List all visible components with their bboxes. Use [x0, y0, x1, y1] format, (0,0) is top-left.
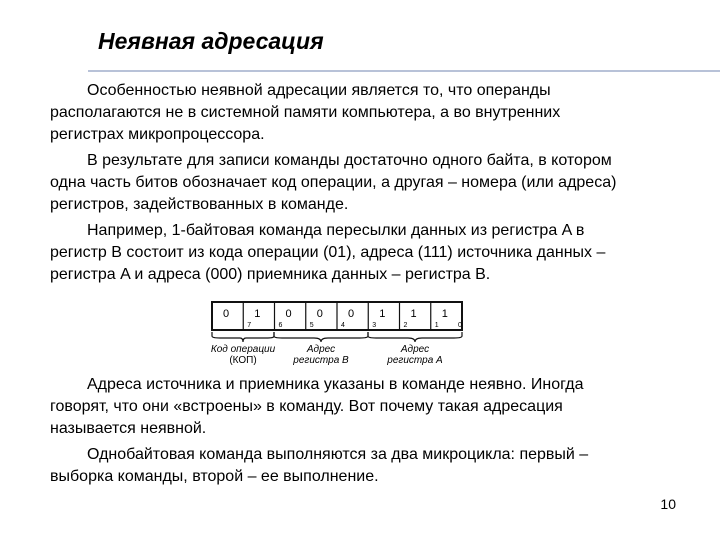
paragraph-line: регистр B состоит из кода операции (01), адреса (111) источника данных – [50, 244, 606, 261]
bit-index: 4 [341, 322, 345, 329]
paragraph-line: располагаются не в системной памяти компьютера, а во внутренних [50, 104, 561, 121]
paragraph-embedded-addresses [50, 374, 690, 440]
src-address-brace [368, 332, 462, 342]
paragraph-line: регистра A и адреса (000) приемника данных – регистра B. [50, 266, 491, 283]
paragraph-line: Особенностью неявной адресации является то, что операнды [87, 82, 551, 99]
bit-value: 0 [316, 308, 323, 320]
bit-value: 1 [254, 308, 261, 320]
bit-index: 6 [278, 322, 283, 329]
bit-index: 2 [403, 322, 408, 329]
paragraph-line: Например, 1-байтовая команда пересылки данных из регистра A в [87, 222, 585, 239]
paragraph-line: Однобайтовая команда выполняются за два микроцикла: первый – [87, 446, 589, 463]
opcode-brace [212, 332, 274, 342]
bit-index: 5 [309, 322, 314, 329]
dest-address-brace [274, 332, 368, 342]
paragraph-line: одна часть битов обозначает код операции, а другая – номера (или адреса) [50, 174, 617, 191]
dest-register-label: регистра B [293, 355, 349, 366]
src-register-label: регистра A [387, 355, 443, 366]
bit-value: 1 [410, 308, 417, 320]
bit-value: 1 [441, 308, 448, 320]
bit-index: 1 [434, 322, 439, 329]
dest-address-label: Адрес [306, 344, 336, 355]
paragraph-line: регистрах микропроцессора. [50, 126, 265, 143]
bit-index: 3 [372, 322, 377, 329]
paragraph-line: Адреса источника и приемника указаны в команде неявно. Иногда [87, 376, 584, 393]
paragraph-implicit-addressing-definition [50, 80, 690, 146]
slide-title: Неявная адресация [98, 28, 324, 54]
paragraph-line: выборка команды, второй – ее выполнение. [50, 468, 379, 485]
bit-index: 0 [458, 322, 462, 329]
bit-index: 7 [247, 322, 252, 329]
paragraph-line: регистров, задействованных в команде. [50, 196, 349, 213]
paragraph-line: В результате для записи команды достаточно одного байта, в котором [87, 152, 612, 169]
paragraph-microcycles [50, 444, 690, 488]
paragraph-one-byte-command [50, 150, 690, 216]
bit-value: 0 [285, 308, 292, 320]
paragraph-line: называется неявной. [50, 420, 207, 437]
paragraph-line: говорят, что они «встроены» в команду. Вот почему такая адресация [50, 398, 563, 415]
opcode-abbrev-label: (КОП) [229, 355, 257, 366]
title-underline [88, 70, 720, 72]
src-address-label: Адрес [400, 344, 430, 355]
instruction-format-diagram [210, 296, 470, 368]
bit-value: 1 [379, 308, 386, 320]
opcode-label: Код операции [210, 344, 276, 355]
bit-value: 0 [223, 308, 230, 320]
page-number: 10 [660, 496, 676, 512]
paragraph-example [50, 220, 690, 286]
bit-value: 0 [348, 308, 355, 320]
